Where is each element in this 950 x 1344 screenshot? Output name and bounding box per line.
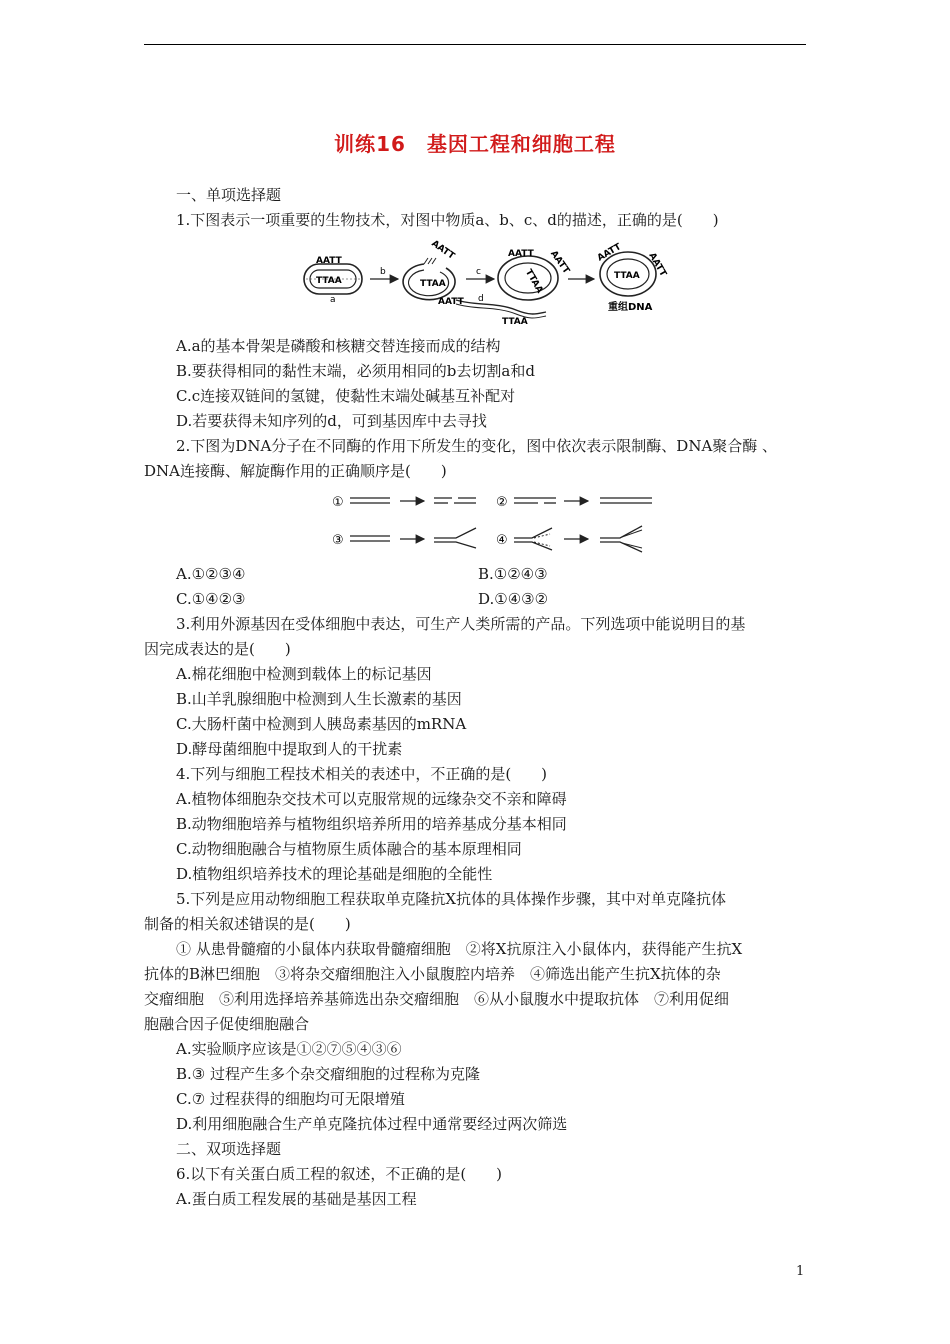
- option-a: A.棉花细胞中检测到载体上的标记基因: [176, 665, 432, 683]
- panel-2: [496, 495, 652, 510]
- option-a: A.实验顺序应该是①②⑦⑤④③⑥: [176, 1040, 402, 1058]
- label-ttaa-5: TTAA: [614, 271, 640, 281]
- label-a: a: [330, 295, 336, 305]
- panel-1: [332, 495, 476, 510]
- label-4: ④: [496, 533, 508, 548]
- option-c: C.⑦ 过程获得的细胞均可无限增殖: [176, 1090, 405, 1108]
- option-d: D.若要获得未知序列的d，可到基因库中去寻找: [176, 412, 487, 430]
- option-c: C.①④②③: [176, 590, 246, 608]
- question-stem: 1.下图表示一项重要的生物技术，对图中物质a、b、c、d的描述，正确的是( ): [176, 211, 719, 229]
- q2-enzyme-figure: [330, 486, 660, 556]
- question-stem: 2.下图为DNA分子在不同酶的作用下所发生的变化，图中依次表示限制酶、DNA聚合酶 、: [176, 437, 778, 455]
- q1-dna-recombination-figure: [296, 238, 686, 328]
- label-2: ②: [496, 495, 508, 510]
- label-aatt-3: AATT: [438, 297, 464, 307]
- question-stem: 5.下列是应用动物细胞工程获取单克隆抗X抗体的具体操作步骤，其中对单克隆抗体: [176, 890, 726, 908]
- option-b: B.山羊乳腺细胞中检测到人生长激素的基因: [176, 690, 462, 708]
- label-1: ①: [332, 495, 344, 510]
- label-ttaa-3: TTAA: [502, 317, 528, 327]
- steps-line: 交瘤细胞 ⑤利用选择培养基筛选出杂交瘤细胞 ⑥从小鼠腹水中提取抗体 ⑦利用促细: [144, 990, 730, 1008]
- question-stem-cont: DNA连接酶、解旋酶作用的正确顺序是( ): [144, 462, 447, 480]
- option-b: B.①②④③: [478, 565, 548, 583]
- panel-3: [332, 528, 476, 548]
- steps-line: 胞融合因子促使细胞融合: [144, 1015, 310, 1033]
- section-heading: 一、单项选择题: [176, 186, 282, 204]
- option-d: D.①④③②: [478, 590, 549, 608]
- label-aatt-1: AATT: [316, 256, 342, 266]
- label-aatt-6: AATT: [595, 242, 624, 264]
- label-3: ③: [332, 533, 344, 548]
- section-heading: 二、双项选择题: [176, 1140, 282, 1158]
- plasmid-a: [304, 256, 362, 305]
- page-title: 训练16 基因工程和细胞工程: [334, 132, 616, 156]
- option-c: C.动物细胞融合与植物原生质体融合的基本原理相同: [176, 840, 522, 858]
- question-stem-cont: 因完成表达的是( ): [144, 640, 291, 658]
- question-stem: 4.下列与细胞工程技术相关的表述中，不正确的是( ): [176, 765, 548, 783]
- joining-plasmid: [498, 249, 572, 300]
- label-b: b: [380, 267, 386, 277]
- label-ttaa-1: TTAA: [316, 276, 342, 286]
- label-c: c: [476, 267, 481, 277]
- question-stem: 3.利用外源基因在受体细胞中表达，可生产人类所需的产品。下列选项中能说明目的基: [176, 615, 746, 633]
- label-aatt-5: AATT: [548, 249, 572, 276]
- label-ttaa-2: TTAA: [420, 279, 446, 289]
- question-stem: 6.以下有关蛋白质工程的叙述，不正确的是( ): [176, 1165, 503, 1183]
- option-b: B.③ 过程产生多个杂交瘤细胞的过程称为克隆: [176, 1065, 481, 1083]
- option-a: A.植物体细胞杂交技术可以克服常规的远缘杂交不亲和障碍: [176, 790, 567, 808]
- recombinant-dna: [596, 242, 669, 313]
- steps-line: ① 从患骨髓瘤的小鼠体内获取骨髓瘤细胞 ②将X抗原注入小鼠体内，获得能产生抗X: [176, 940, 743, 958]
- option-b: B.动物细胞培养与植物组织培养所用的培养基成分基本相同: [176, 815, 567, 833]
- label-aatt-7: AATT: [646, 251, 668, 279]
- label-recombinant-dna: 重组DNA: [608, 302, 653, 313]
- option-d: D.酵母菌细胞中提取到人的干扰素: [176, 740, 403, 758]
- header-rule: [144, 44, 806, 45]
- label-aatt-2: AATT: [429, 238, 457, 262]
- option-a: A.蛋白质工程发展的基础是基因工程: [176, 1190, 417, 1208]
- option-c: C.c连接双链间的氢键，使黏性末端处碱基互补配对: [176, 387, 516, 405]
- option-c: C.大肠杆菌中检测到人胰岛素基因的mRNA: [176, 715, 467, 733]
- option-d: D.植物组织培养技术的理论基础是细胞的全能性: [176, 865, 493, 883]
- label-d: d: [478, 294, 484, 304]
- option-b: B.要获得相同的黏性末端，必须用相同的b去切割a和d: [176, 362, 535, 380]
- option-a: A.①②③④: [176, 565, 246, 583]
- option-a: A.a的基本骨架是磷酸和核糖交替连接而成的结构: [176, 337, 501, 355]
- target-gene-d: [438, 294, 546, 327]
- label-aatt-4: AATT: [508, 249, 534, 259]
- panel-4: [496, 526, 642, 552]
- question-stem-cont: 制备的相关叙述错误的是( ): [144, 915, 351, 933]
- steps-line: 抗体的B淋巴细胞 ③将杂交瘤细胞注入小鼠腹腔内培养 ④筛选出能产生抗X抗体的杂: [144, 965, 721, 983]
- option-d: D.利用细胞融合生产单克隆抗体过程中通常要经过两次筛选: [176, 1115, 568, 1133]
- page-number: 1: [796, 1264, 805, 1279]
- cut-plasmid: [403, 239, 457, 300]
- label-ttaa-4: TTAA: [522, 267, 545, 296]
